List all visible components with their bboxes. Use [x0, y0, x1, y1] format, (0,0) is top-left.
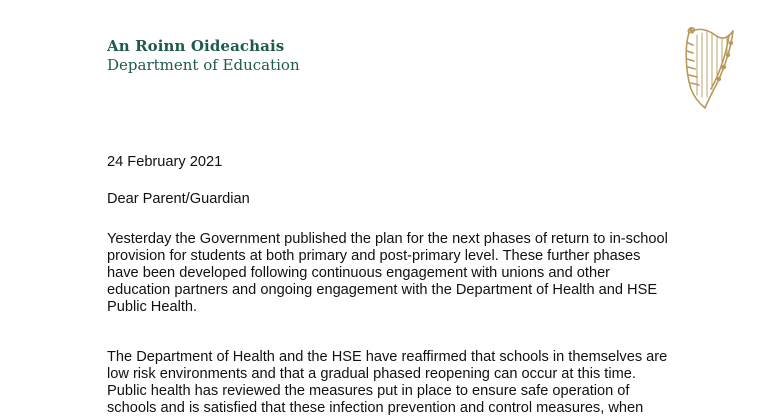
paragraph-line: schools and is satisfied that these infection prevention and control measures, when	[107, 400, 644, 416]
department-name-english: Department of Education	[107, 56, 300, 74]
department-header	[107, 38, 300, 74]
harp-icon	[679, 25, 739, 113]
paragraph-1	[107, 231, 707, 316]
paragraph-line: Public health has reviewed the measures put in place to ensure safe operation of	[107, 383, 630, 399]
paragraph-line: low risk environments and that a gradual phased reopening can occur at this time.	[107, 366, 636, 382]
paragraph-line: provision for students at both primary and post-primary level. These further phases	[107, 248, 641, 264]
paragraph-line: have been developed following continuous engagement with unions and other	[107, 265, 611, 281]
letter-salutation: Dear Parent/Guardian	[107, 191, 250, 207]
letter-date: 24 February 2021	[107, 154, 223, 170]
paragraph-line: Yesterday the Government published the plan for the next phases of return to in-school	[107, 231, 668, 247]
paragraph-line: The Department of Health and the HSE have reaffirmed that schools in themselves are	[107, 349, 668, 365]
paragraph-line: education partners and ongoing engagement with the Department of Health and HSE	[107, 282, 658, 298]
paragraph-2	[107, 349, 707, 417]
department-name-irish: An Roinn Oideachais	[107, 37, 285, 55]
paragraph-line: Public Health.	[107, 299, 198, 315]
